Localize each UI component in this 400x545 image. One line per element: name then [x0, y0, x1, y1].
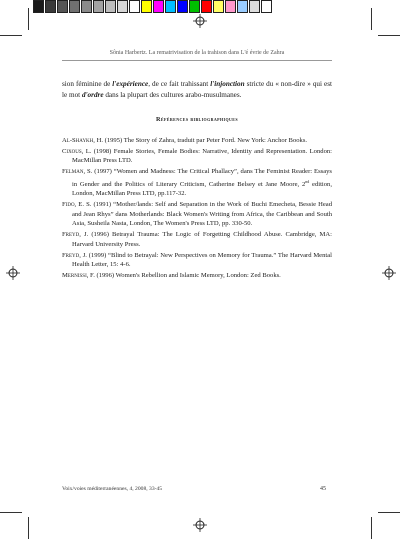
reference-author: Fido, E. S. [62, 201, 92, 209]
color-swatch [117, 0, 128, 13]
color-swatch [213, 0, 224, 13]
color-swatch [129, 0, 140, 13]
reference-item [62, 230, 332, 249]
color-swatch [45, 0, 56, 13]
reference-item [62, 251, 332, 270]
crop-mark [28, 517, 29, 539]
reference-item [62, 200, 332, 228]
color-swatch [93, 0, 104, 13]
color-swatch [177, 0, 188, 13]
color-swatch [225, 0, 236, 13]
registration-mark-left [6, 266, 20, 280]
reference-item [62, 271, 332, 280]
reference-text: (1995) The Story of Zahra, traduit par Peter Ford. New York: Anchor Books. [102, 137, 308, 144]
reference-text: (1999) “Blind to Betrayal: New Perspectives on Memory for Trauma.” The Harvard Mental Health Letter, 15: 4-6. [72, 251, 332, 269]
color-swatch [33, 0, 44, 13]
reference-item [62, 167, 332, 198]
reference-text: edition, London, MacMillan Press LTD, pp.117-32. [72, 181, 332, 198]
registration-mark-right [382, 266, 396, 280]
color-swatch [57, 0, 68, 13]
crop-mark [378, 35, 400, 36]
body-text: stricte du « non-dire » qui est le mot [62, 80, 332, 99]
reference-text: (1996) Betrayal Trauma: The Logic of Forgetting Childhood Abuse. Cambridge, MA: Harvard University Press. [72, 231, 332, 248]
header-rule [62, 60, 332, 61]
color-swatch [249, 0, 260, 13]
emphasized-word: l'injonction [210, 80, 245, 88]
page-number: 45 [320, 486, 326, 492]
color-swatch [105, 0, 116, 13]
color-swatch [165, 0, 176, 13]
emphasized-word: l'expérience [112, 80, 149, 88]
reference-author: Freyd, J. [62, 251, 87, 259]
crop-mark [28, 8, 29, 30]
reference-text: (1996) Women's Rebellion and Islamic Memory, London: Zed Books. [94, 272, 281, 280]
section-title: Références bibliographiques [156, 116, 238, 123]
emphasized-word: d'ordre [81, 90, 104, 99]
color-swatch [261, 0, 272, 13]
color-swatch [81, 0, 92, 13]
journal-footer: Voix/voies méditerranéennes, 4, 2008, 33-45 [62, 486, 163, 492]
reference-item [62, 147, 332, 166]
color-swatch [69, 0, 80, 13]
color-swatch [153, 0, 164, 13]
reference-superscript: nd [305, 178, 310, 184]
crop-mark [0, 512, 22, 513]
reference-list [62, 136, 332, 282]
registration-mark-top [193, 14, 207, 28]
reference-text: (1998) Female Stories, Female Bodies: Narrative, Identity and Representation. London: MacMillan Press LTD. [72, 148, 332, 165]
body-text: sion féminine de [62, 80, 113, 88]
color-swatch [141, 0, 152, 13]
reference-author: Mernissi, F. [62, 272, 95, 280]
reference-author: Felman, S. [62, 168, 93, 176]
crop-mark [371, 517, 372, 539]
reference-author: Freyd, J. [62, 231, 89, 239]
body-text: , de ce fait trahissant [148, 80, 211, 88]
running-head: Sônia Harbertz. La rematrivisation de la trahison dans L'é évrie de Zahra [109, 50, 285, 56]
color-swatch [201, 0, 212, 13]
registration-mark-bottom [193, 518, 207, 532]
reference-text: (1991) “Mother/lands: Self and Separation in the Work of Buchi Emecheta, Bessie Head and Jean Rhys” dans Motherlands: Black Women's Writing from Africa, the Caribbean and South Asia, Susheila Nasta, London, The Women's Press LTD, pp. 330-50. [72, 201, 333, 228]
crop-mark [378, 512, 400, 513]
color-swatch [189, 0, 200, 13]
body-paragraph [62, 79, 332, 100]
crop-mark [371, 8, 372, 30]
reference-text: (1997) “Women and Madness: The Critical Phallacy”, dans The Feminist Reader: Essays in Gender and the Politics of Literary Criticism, Catherine Belsey et Jane Moore, 2 [72, 168, 332, 188]
crop-mark [0, 35, 22, 36]
color-swatch [237, 0, 248, 13]
reference-author: Al-Shaykh, H. [62, 137, 103, 144]
body-text: dans la plupart des cultures arabo-musulmanes. [103, 90, 242, 99]
reference-author: Cixous, L. [62, 148, 92, 155]
printer-color-bar [33, 0, 273, 15]
reference-item [62, 136, 332, 145]
